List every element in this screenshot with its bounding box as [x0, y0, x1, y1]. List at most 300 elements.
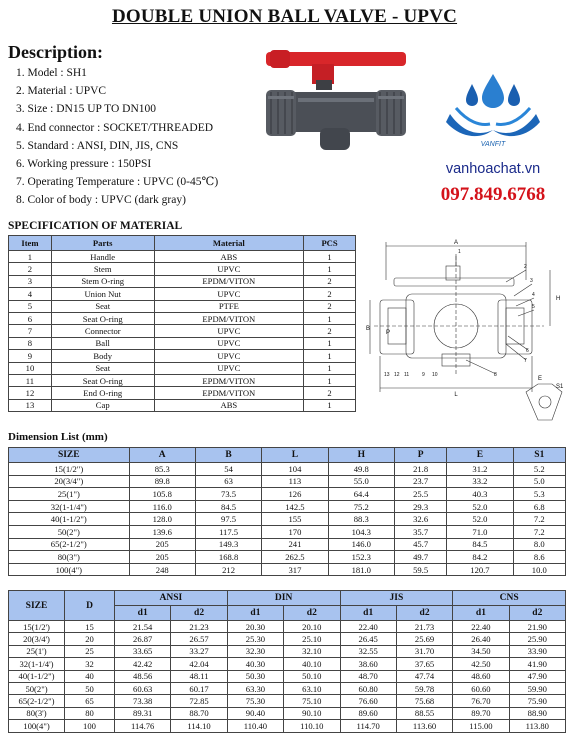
table-cell: 120.7 — [447, 563, 513, 576]
table-cell: 5.2 — [513, 463, 565, 476]
table-cell: 50(2") — [9, 682, 65, 694]
table-cell: 54 — [195, 463, 261, 476]
table-cell: 8.6 — [513, 551, 565, 564]
material-row — [9, 300, 356, 312]
table-cell: 241 — [262, 538, 328, 551]
table-cell: Seat O-ring — [51, 312, 154, 324]
table-cell: UPVC — [154, 337, 304, 349]
table-cell: 35.7 — [394, 525, 446, 538]
table-cell: 88.70 — [171, 707, 227, 719]
table-cell: 75.90 — [509, 695, 565, 707]
table-cell: 155 — [262, 513, 328, 526]
table-cell: 168.8 — [195, 551, 261, 564]
dimension-header: B — [195, 448, 261, 463]
table-cell: 100(4") — [9, 720, 65, 732]
std-header-d: D — [65, 591, 115, 621]
table-cell: 1 — [304, 312, 356, 324]
table-cell: 146.0 — [328, 538, 394, 551]
hands-water-icon — [420, 70, 566, 160]
dimension-row — [9, 551, 566, 564]
table-cell: 26.40 — [453, 633, 509, 645]
table-cell: 42.42 — [115, 658, 171, 670]
table-cell: 15(1/2") — [9, 463, 130, 476]
table-cell: 25.69 — [396, 633, 452, 645]
dim-label-a: A — [453, 240, 459, 246]
table-cell: 59.5 — [394, 563, 446, 576]
material-table — [8, 235, 356, 412]
table-cell: UPVC — [154, 263, 304, 275]
table-cell: 49.7 — [394, 551, 446, 564]
part-number-label: 4 — [532, 292, 535, 298]
table-cell: UPVC — [154, 288, 304, 300]
table-cell: EPDM/VITON — [154, 374, 304, 386]
table-cell: 152.3 — [328, 551, 394, 564]
table-cell: 75.68 — [396, 695, 452, 707]
part-number-label: 9 — [422, 372, 425, 378]
table-cell: 181.0 — [328, 563, 394, 576]
table-cell: 34.50 — [453, 645, 509, 657]
table-cell: 7.2 — [513, 525, 565, 538]
table-cell: Connector — [51, 325, 154, 337]
table-cell: 89.8 — [129, 475, 195, 488]
table-cell: 89.31 — [115, 707, 171, 719]
table-cell: 6.8 — [513, 500, 565, 513]
table-cell: 13 — [9, 399, 52, 411]
std-sub-d1: d1 — [453, 606, 509, 621]
standard-row — [9, 633, 566, 645]
dimension-row — [9, 475, 566, 488]
table-cell: 2 — [304, 325, 356, 337]
dimension-header: E — [447, 448, 513, 463]
material-row — [9, 325, 356, 337]
table-cell: Union Nut — [51, 288, 154, 300]
std-header-din: DIN — [227, 591, 340, 606]
table-cell: 32.10 — [284, 645, 340, 657]
table-cell: 65(2-1/2") — [9, 695, 65, 707]
dimension-row — [9, 525, 566, 538]
std-sub-d2: d2 — [171, 606, 227, 621]
dimension-header: A — [129, 448, 195, 463]
material-row — [9, 288, 356, 300]
valve-photo — [258, 42, 416, 174]
dimension-row — [9, 463, 566, 476]
table-cell: 60.17 — [171, 682, 227, 694]
table-cell: 42.04 — [171, 658, 227, 670]
table-cell: 73.5 — [195, 488, 261, 501]
table-cell: 76.60 — [340, 695, 396, 707]
table-cell: 38.60 — [340, 658, 396, 670]
table-cell: 212 — [195, 563, 261, 576]
table-cell: 88.55 — [396, 707, 452, 719]
table-cell: 48.11 — [171, 670, 227, 682]
table-cell: 113.60 — [396, 720, 452, 732]
table-cell: 25.30 — [227, 633, 283, 645]
description-item: 1. Model : SH1 — [16, 67, 87, 79]
table-cell: 80(3") — [9, 551, 130, 564]
std-sub-d2: d2 — [284, 606, 340, 621]
table-cell: 88.90 — [509, 707, 565, 719]
table-cell: 21.73 — [396, 621, 452, 633]
table-cell: Body — [51, 350, 154, 362]
table-cell: 23.7 — [394, 475, 446, 488]
description-item: 7. Operating Temperature : UPVC (0-45℃) — [16, 176, 219, 189]
table-cell: 90.10 — [284, 707, 340, 719]
table-cell: 15 — [65, 621, 115, 633]
table-cell: 113.80 — [509, 720, 565, 732]
table-cell: 33.90 — [509, 645, 565, 657]
standard-row — [9, 707, 566, 719]
table-cell: 40(1-1/2") — [9, 513, 130, 526]
std-sub-d1: d1 — [227, 606, 283, 621]
part-number-label: 2 — [524, 264, 527, 270]
table-cell: EPDM/VITON — [154, 312, 304, 324]
table-cell: 7 — [9, 325, 52, 337]
part-number-label: 3 — [530, 278, 533, 284]
table-cell: 142.5 — [262, 500, 328, 513]
description-list — [16, 64, 218, 210]
table-cell: Ball — [51, 337, 154, 349]
logo-website: vanhoachat.vn — [445, 161, 541, 177]
table-cell: 76.70 — [453, 695, 509, 707]
table-cell: 25 — [65, 645, 115, 657]
table-cell: 63.10 — [284, 682, 340, 694]
table-cell: 50 — [65, 682, 115, 694]
table-cell: 9 — [9, 350, 52, 362]
table-cell: 45.7 — [394, 538, 446, 551]
description-item: 5. Standard : ANSI, DIN, JIS, CNS — [16, 139, 179, 152]
table-cell: 42.50 — [453, 658, 509, 670]
table-cell: 72.85 — [171, 695, 227, 707]
table-cell: 20(3/4") — [9, 475, 130, 488]
vanfit-logo — [420, 70, 566, 216]
table-cell: Seat — [51, 300, 154, 312]
table-cell: 3 — [9, 275, 52, 287]
material-row — [9, 312, 356, 324]
part-number-label: 8 — [494, 372, 497, 378]
table-cell: 21.54 — [115, 621, 171, 633]
dim-label-p: P — [386, 330, 391, 336]
table-cell: 47.90 — [509, 670, 565, 682]
table-cell: 25(1") — [9, 488, 130, 501]
table-cell: 20(3/4') — [9, 633, 65, 645]
table-cell: 1 — [9, 251, 52, 263]
table-cell: 37.65 — [396, 658, 452, 670]
table-cell: 32.30 — [227, 645, 283, 657]
material-row — [9, 362, 356, 374]
table-cell: 149.3 — [195, 538, 261, 551]
table-cell: 21.8 — [394, 463, 446, 476]
table-cell: 97.5 — [195, 513, 261, 526]
dim-label-l: L — [454, 392, 458, 398]
description-item: 4. End connector : SOCKET/THREADED — [16, 121, 214, 134]
table-cell: Seat O-ring — [51, 374, 154, 386]
table-cell: 2 — [304, 275, 356, 287]
table-cell: UPVC — [154, 362, 304, 374]
table-cell: 59.90 — [509, 682, 565, 694]
description-item: 8. Color of body : UPVC (dark gray) — [16, 194, 186, 207]
table-cell: 52.0 — [447, 500, 513, 513]
table-cell: 48.60 — [453, 670, 509, 682]
dimension-header: P — [394, 448, 446, 463]
table-cell: 1 — [304, 251, 356, 263]
material-row — [9, 387, 356, 399]
material-header-material: Material — [154, 236, 304, 251]
table-cell: 2 — [304, 387, 356, 399]
table-cell: 60.80 — [340, 682, 396, 694]
table-cell: 59.78 — [396, 682, 452, 694]
table-cell: 21.90 — [509, 621, 565, 633]
standard-row — [9, 670, 566, 682]
std-sub-d1: d1 — [340, 606, 396, 621]
page-title: DOUBLE UNION BALL VALVE - UPVC — [111, 6, 458, 27]
table-cell: UPVC — [154, 325, 304, 337]
table-cell: 104 — [262, 463, 328, 476]
table-cell: 20.10 — [284, 621, 340, 633]
table-cell: 10 — [9, 362, 52, 374]
table-cell: 33.65 — [115, 645, 171, 657]
table-cell: 26.45 — [340, 633, 396, 645]
table-cell: 41.90 — [509, 658, 565, 670]
material-header-pcs: PCS — [304, 236, 356, 251]
std-sub-d2: d2 — [396, 606, 452, 621]
material-row — [9, 350, 356, 362]
material-header-item: Item — [9, 236, 52, 251]
table-cell: 33.2 — [447, 475, 513, 488]
table-cell: 5.3 — [513, 488, 565, 501]
std-sub-d2: d2 — [509, 606, 565, 621]
table-cell: 80 — [65, 707, 115, 719]
part-number-label: 11 — [404, 372, 410, 378]
material-heading: SPECIFICATION OF MATERIAL — [8, 220, 183, 232]
table-cell: 1 — [304, 399, 356, 411]
table-cell: 52.0 — [447, 513, 513, 526]
logo-phone: 097.849.6768 — [440, 184, 546, 205]
table-cell: ABS — [154, 399, 304, 411]
table-cell: 26.87 — [115, 633, 171, 645]
table-cell: EPDM/VITON — [154, 275, 304, 287]
table-cell: 100 — [65, 720, 115, 732]
dim-label-s1: S1 — [556, 384, 564, 390]
part-number-label: 13 — [384, 372, 390, 378]
standard-row — [9, 695, 566, 707]
table-cell: 40.30 — [227, 658, 283, 670]
table-cell: 12 — [9, 387, 52, 399]
material-row — [9, 263, 356, 275]
table-cell: 71.0 — [447, 525, 513, 538]
standard-row — [9, 682, 566, 694]
table-cell: 5 — [9, 300, 52, 312]
table-cell: 26.57 — [171, 633, 227, 645]
table-cell: 88.3 — [328, 513, 394, 526]
table-cell: 205 — [129, 538, 195, 551]
table-cell: 115.00 — [453, 720, 509, 732]
table-cell: 65(2-1/2") — [9, 538, 130, 551]
logo-brand: VANFIT — [480, 141, 506, 148]
dim-label-b: B — [366, 326, 371, 332]
table-cell: 114.70 — [340, 720, 396, 732]
part-number-label: 12 — [394, 372, 400, 378]
description-item: 6. Working pressure : 150PSI — [16, 158, 152, 171]
table-cell: 4 — [9, 288, 52, 300]
dimension-row — [9, 500, 566, 513]
valve-technical-drawing — [366, 236, 566, 426]
dimension-row — [9, 563, 566, 576]
table-cell: 31.70 — [396, 645, 452, 657]
table-cell: ABS — [154, 251, 304, 263]
table-cell: 5.0 — [513, 475, 565, 488]
table-cell: 90.40 — [227, 707, 283, 719]
table-cell: 75.30 — [227, 695, 283, 707]
table-cell: 50.30 — [227, 670, 283, 682]
table-cell: UPVC — [154, 350, 304, 362]
standard-table — [8, 590, 566, 733]
material-row — [9, 399, 356, 411]
dimension-header: S1 — [513, 448, 565, 463]
table-cell: 80(3') — [9, 707, 65, 719]
table-cell: 32(1-1/4") — [9, 500, 130, 513]
dimension-table — [8, 447, 566, 576]
table-cell: 31.2 — [447, 463, 513, 476]
dimension-header: SIZE — [9, 448, 130, 463]
table-cell: 63 — [195, 475, 261, 488]
table-cell: 55.0 — [328, 475, 394, 488]
table-cell: 33.27 — [171, 645, 227, 657]
table-cell: 1 — [304, 350, 356, 362]
table-cell: EPDM/VITON — [154, 387, 304, 399]
table-cell: 84.5 — [447, 538, 513, 551]
table-cell: 22.40 — [453, 621, 509, 633]
table-cell: 73.38 — [115, 695, 171, 707]
table-cell: 47.74 — [396, 670, 452, 682]
table-cell: 48.70 — [340, 670, 396, 682]
table-cell: 64.4 — [328, 488, 394, 501]
table-cell: 1 — [304, 362, 356, 374]
table-cell: 20 — [65, 633, 115, 645]
table-cell: PTFE — [154, 300, 304, 312]
table-cell: 50(2") — [9, 525, 130, 538]
std-header-jis: JIS — [340, 591, 453, 606]
std-header-ansi: ANSI — [115, 591, 228, 606]
table-cell: 21.23 — [171, 621, 227, 633]
table-cell: 105.8 — [129, 488, 195, 501]
table-cell: 7.2 — [513, 513, 565, 526]
part-number-label: 5 — [532, 304, 535, 310]
table-cell: 317 — [262, 563, 328, 576]
table-cell: End O-ring — [51, 387, 154, 399]
table-cell: 25.5 — [394, 488, 446, 501]
table-cell: 48.56 — [115, 670, 171, 682]
standard-row — [9, 658, 566, 670]
material-row — [9, 251, 356, 263]
material-row — [9, 275, 356, 287]
table-cell: Seat — [51, 362, 154, 374]
table-cell: 139.6 — [129, 525, 195, 538]
table-cell: 60.63 — [115, 682, 171, 694]
part-number-label: 1 — [458, 249, 461, 255]
table-cell: 25.90 — [509, 633, 565, 645]
dim-label-e: E — [538, 376, 543, 382]
table-cell: 1 — [304, 263, 356, 275]
table-cell: 32(1-1/4') — [9, 658, 65, 670]
dimension-header: L — [262, 448, 328, 463]
table-cell: 15(1/2') — [9, 621, 65, 633]
table-cell: 65 — [65, 695, 115, 707]
material-row — [9, 337, 356, 349]
table-cell: 114.76 — [115, 720, 171, 732]
description-heading: Description: — [8, 42, 103, 62]
part-number-label: 10 — [432, 372, 438, 378]
table-cell: 262.5 — [262, 551, 328, 564]
description-item: 3. Size : DN15 UP TO DN100 — [16, 103, 157, 116]
standard-row — [9, 720, 566, 732]
table-cell: 32.55 — [340, 645, 396, 657]
std-sub-d1: d1 — [115, 606, 171, 621]
table-cell: 60.60 — [453, 682, 509, 694]
table-cell: 11 — [9, 374, 52, 386]
table-cell: 29.3 — [394, 500, 446, 513]
dim-label-h: H — [556, 296, 561, 302]
table-cell: 117.5 — [195, 525, 261, 538]
table-cell: 40.3 — [447, 488, 513, 501]
table-cell: 205 — [129, 551, 195, 564]
material-header-parts: Parts — [51, 236, 154, 251]
table-cell: 32.6 — [394, 513, 446, 526]
table-cell: Cap — [51, 399, 154, 411]
table-cell: 75.2 — [328, 500, 394, 513]
dimension-heading: Dimension List (mm) — [8, 431, 108, 443]
table-cell: 10.0 — [513, 563, 565, 576]
dimension-row — [9, 513, 566, 526]
table-cell: 104.3 — [328, 525, 394, 538]
table-cell: 116.0 — [129, 500, 195, 513]
table-cell: 85.3 — [129, 463, 195, 476]
table-cell: 25(1') — [9, 645, 65, 657]
table-cell: Stem — [51, 263, 154, 275]
table-cell: 49.8 — [328, 463, 394, 476]
table-cell: 110.40 — [227, 720, 283, 732]
table-cell: 20.30 — [227, 621, 283, 633]
dimension-row — [9, 488, 566, 501]
table-cell: 6 — [9, 312, 52, 324]
table-cell: 89.70 — [453, 707, 509, 719]
table-cell: 126 — [262, 488, 328, 501]
table-cell: 110.10 — [284, 720, 340, 732]
table-cell: 8.0 — [513, 538, 565, 551]
table-cell: 114.10 — [171, 720, 227, 732]
table-cell: Stem O-ring — [51, 275, 154, 287]
table-cell: 75.10 — [284, 695, 340, 707]
part-number-label: 7 — [524, 358, 527, 364]
table-cell: 100(4") — [9, 563, 130, 576]
table-cell: 84.5 — [195, 500, 261, 513]
table-cell: 8 — [9, 337, 52, 349]
standard-row — [9, 645, 566, 657]
table-cell: 2 — [9, 263, 52, 275]
table-cell: 25.10 — [284, 633, 340, 645]
table-cell: 170 — [262, 525, 328, 538]
table-cell: 2 — [304, 300, 356, 312]
table-cell: 40(1-1/2") — [9, 670, 65, 682]
std-header-size: SIZE — [9, 591, 65, 621]
table-cell: 1 — [304, 374, 356, 386]
dimension-header: H — [328, 448, 394, 463]
table-cell: 22.40 — [340, 621, 396, 633]
standard-row — [9, 621, 566, 633]
table-cell: Handle — [51, 251, 154, 263]
table-cell: 248 — [129, 563, 195, 576]
part-number-label: 6 — [526, 348, 529, 354]
table-cell: 50.10 — [284, 670, 340, 682]
